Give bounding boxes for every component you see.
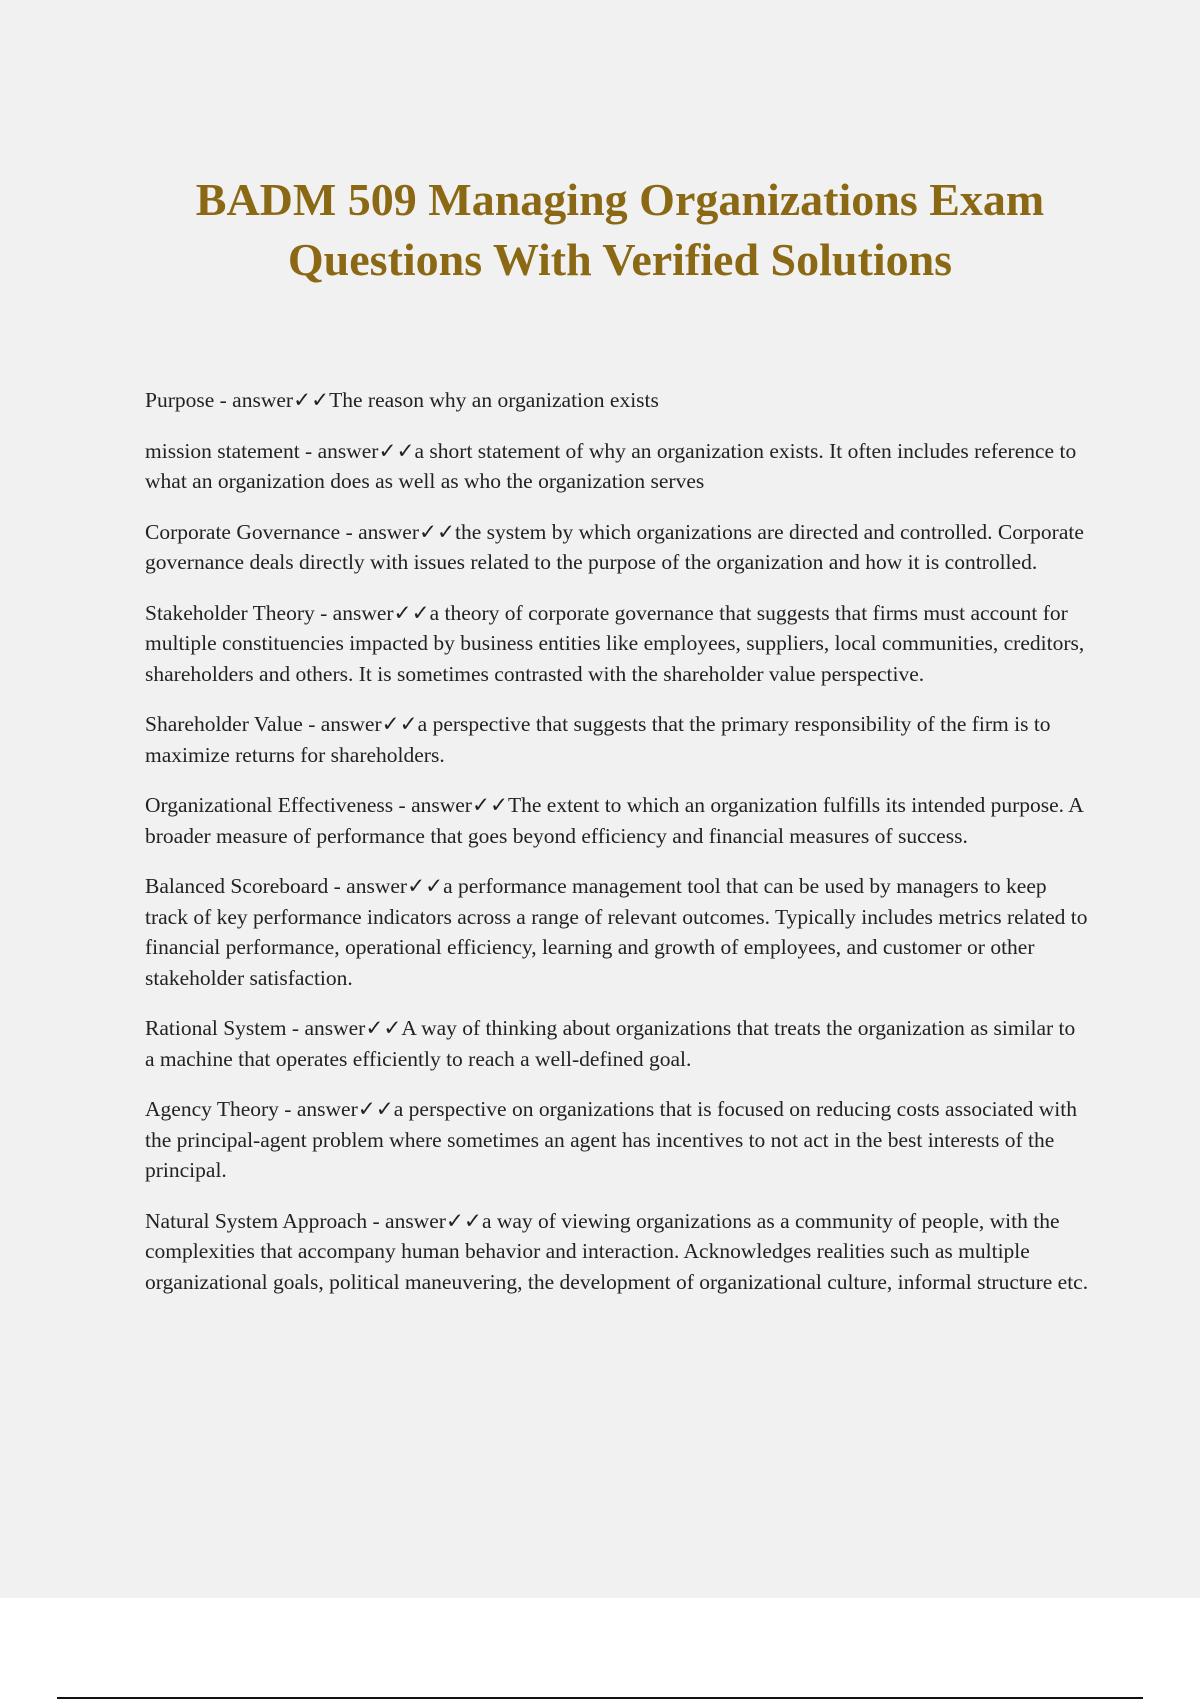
document-title <box>100 170 1140 290</box>
title-line-1: BADM 509 Managing Organizations Exam <box>195 174 1045 225</box>
qa-entry-corporate-governance: Corporate Governance - answer✓✓the system by which organizations are directed and controlled. Corporate governance deals directly with issues related to the purpose of the organization and how it is controlled. <box>145 519 1084 574</box>
qa-entry-rational-system: Rational System - answer✓✓A way of thinking about organizations that treats the organization as similar to a machine that operates efficiently to reach a well-defined goal. <box>145 1016 1076 1071</box>
title-line-2: Questions With Verified Solutions <box>287 234 953 285</box>
qa-entry-stakeholder-theory: Stakeholder Theory - answer✓✓a theory of corporate governance that suggests that firms must account for multiple constituencies impacted by business entities like employees, suppliers, local communities, creditors, shareholders and others. It is sometimes contrasted with the shareholder value perspective. <box>145 600 1085 686</box>
qa-entry-agency-theory: Agency Theory - answer✓✓a perspective on organizations that is focused on reducing costs associated with the principal-agent problem where sometimes an agent has incentives to not act in the best interests of the principal. <box>145 1097 1077 1182</box>
page-bottom-divider <box>57 1697 1143 1699</box>
qa-entries-list <box>145 385 1090 1317</box>
qa-entry-purpose: Purpose - answer✓✓The reason why an organization exists <box>145 388 659 412</box>
qa-entry-natural-system-approach: Natural System Approach - answer✓✓a way of viewing organizations as a community of people, with the complexities that accompany human behavior and interaction. Acknowledges realities such as multiple organizational goals, political maneuvering, the development of organizational culture, informal structure etc. <box>145 1208 1089 1294</box>
qa-entry-organizational-effectiveness: Organizational Effectiveness - answer✓✓The extent to which an organization fulfills its intended purpose. A broader measure of performance that goes beyond efficiency and financial measures of success. <box>145 793 1083 848</box>
qa-entry-mission-statement: mission statement - answer✓✓a short statement of why an organization exists. It often includes reference to what an organization does as well as who the organization serves <box>145 438 1077 493</box>
qa-entry-shareholder-value: Shareholder Value - answer✓✓a perspective that suggests that the primary responsibility of the firm is to maximize returns for shareholders. <box>145 712 1051 767</box>
qa-entry-balanced-scoreboard: Balanced Scoreboard - answer✓✓a performance management tool that can be used by managers to keep track of key performance indicators across a range of relevant outcomes. Typically includes metrics related to financial performance, operational efficiency, learning and growth of employees, and customer or other stakeholder satisfaction. <box>145 874 1088 990</box>
